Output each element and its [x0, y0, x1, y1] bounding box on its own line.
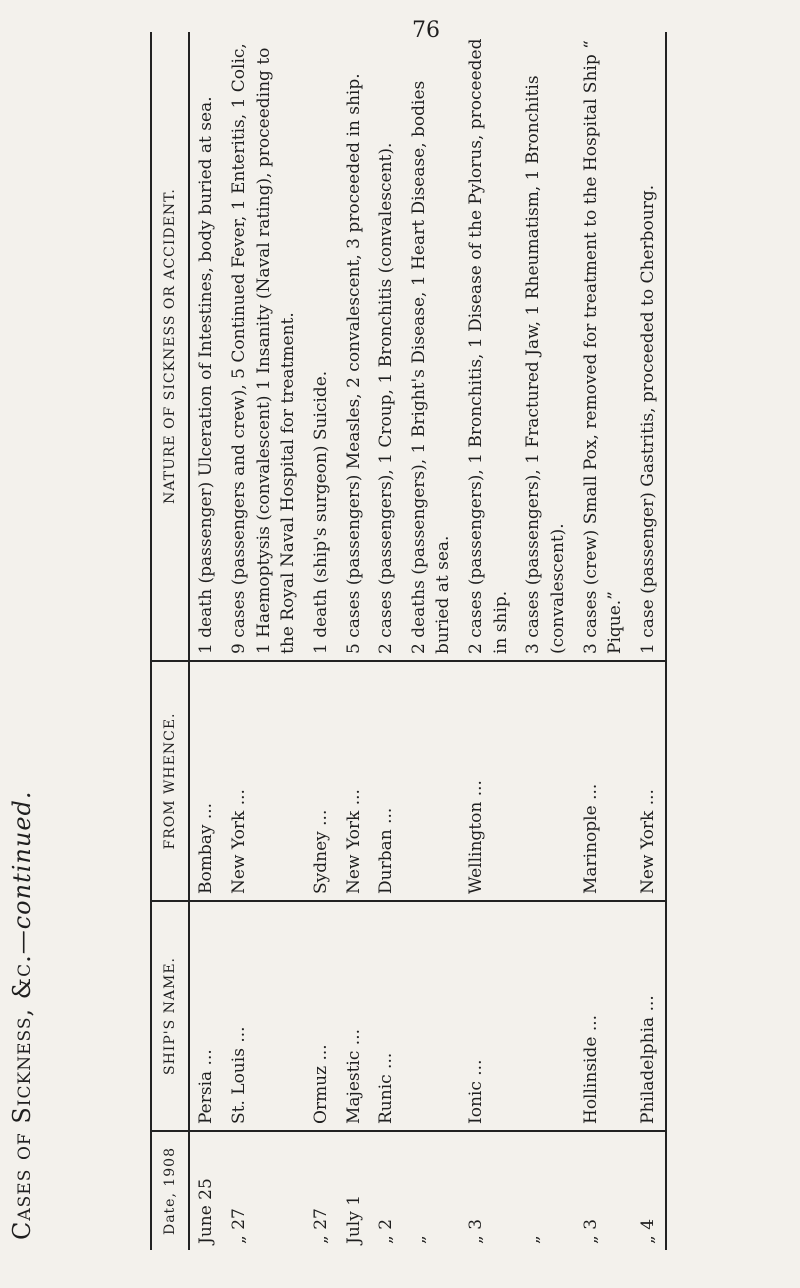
table-row — [338, 32, 371, 1250]
row-from: Bombay ... — [189, 661, 223, 901]
row-nature: 9 cases (passengers and crew), 5 Continued Fever, 1 Enteritis, 1 Colic, 1 Haemoptysis (convalescent) 1 Insanity (Naval rating), proceeding to the Royal Naval Hospital for treatment. — [223, 32, 305, 661]
row-ship: Ormuz ... — [305, 901, 338, 1131]
table-row — [189, 32, 223, 1250]
row-ship: Philadelphia ... — [632, 901, 666, 1131]
table-row — [460, 32, 517, 1250]
table-row — [517, 32, 574, 1250]
row-ship — [403, 901, 460, 1131]
row-date: „ — [408, 1235, 429, 1244]
sickness-table-container — [150, 38, 750, 1250]
table-row — [632, 32, 666, 1250]
row-ship: Hollinside ... — [575, 901, 632, 1131]
header-from-whence: FROM WHENCE. — [151, 661, 189, 901]
row-from: Durban ... — [370, 661, 403, 901]
row-date: „ 4 — [632, 1131, 666, 1250]
row-from: Wellington ... — [460, 661, 517, 901]
table-row — [575, 32, 632, 1250]
header-nature: NATURE OF SICKNESS OR ACCIDENT. — [151, 32, 189, 661]
row-from: New York ... — [223, 661, 305, 901]
row-from: New York ... — [632, 661, 666, 901]
row-date: „ 27 — [310, 1208, 331, 1244]
row-ship: Runic ... — [370, 901, 403, 1131]
row-date: „ 2 — [376, 1218, 397, 1244]
row-from — [517, 661, 574, 901]
row-from: New York ... — [338, 661, 371, 901]
table-row — [370, 32, 403, 1250]
table-header-row — [151, 32, 189, 1250]
row-nature: 2 cases (passengers), 1 Bronchitis, 1 Disease of the Pylorus, proceeded in ship. — [460, 32, 517, 661]
row-date: „ 27 — [228, 1208, 249, 1244]
row-date: July 1 — [343, 1194, 364, 1244]
row-nature: 1 death (passenger) Ulceration of Intestines, body buried at sea. — [189, 32, 223, 661]
row-date: „ 3 — [466, 1218, 487, 1244]
running-title — [8, 40, 36, 1240]
sickness-table — [150, 32, 667, 1250]
row-nature: 2 deaths (passengers), 1 Bright's Disease, 1 Heart Disease, bodies buried at sea. — [403, 32, 460, 661]
row-date: „ 3 — [580, 1218, 601, 1244]
row-date: „ — [523, 1235, 544, 1244]
row-nature: 1 case (passenger) Gastritis, proceeded to Cherbourg. — [632, 32, 666, 661]
row-ship: Ionic ... — [460, 901, 517, 1131]
row-from: Sydney ... — [305, 661, 338, 901]
running-title-main: Cases of Sickness, &c. — [8, 954, 36, 1240]
row-ship: St. Louis ... — [223, 901, 305, 1131]
row-nature: 5 cases (passengers) Measles, 2 convalescent, 3 proceeded in ship. — [338, 32, 371, 661]
row-ship: Majestic ... — [338, 901, 371, 1131]
row-nature: 1 death (ship's surgeon) Suicide. — [305, 32, 338, 661]
row-nature: 3 cases (passengers), 1 Fractured Jaw, 1 Rheumatism, 1 Bronchitis (convalescent). — [517, 32, 574, 661]
header-date: Date, 1908 — [151, 1131, 189, 1250]
page-number: 76 — [412, 18, 440, 43]
row-ship — [517, 901, 574, 1131]
row-nature: 3 cases (crew) Small Pox, removed for treatment to the Hospital Ship “ Pique.” — [575, 32, 632, 661]
row-from — [403, 661, 460, 901]
row-date: June 25 — [196, 1178, 217, 1244]
table-row — [223, 32, 305, 1250]
row-ship: Persia ... — [189, 901, 223, 1131]
row-from: Marinople ... — [575, 661, 632, 901]
running-title-suffix: —continued. — [8, 790, 36, 955]
header-ship-name: SHIP'S NAME. — [151, 901, 189, 1131]
row-nature: 2 cases (passengers), 1 Croup, 1 Bronchitis (convalescent). — [370, 32, 403, 661]
table-row — [403, 32, 460, 1250]
table-row — [305, 32, 338, 1250]
